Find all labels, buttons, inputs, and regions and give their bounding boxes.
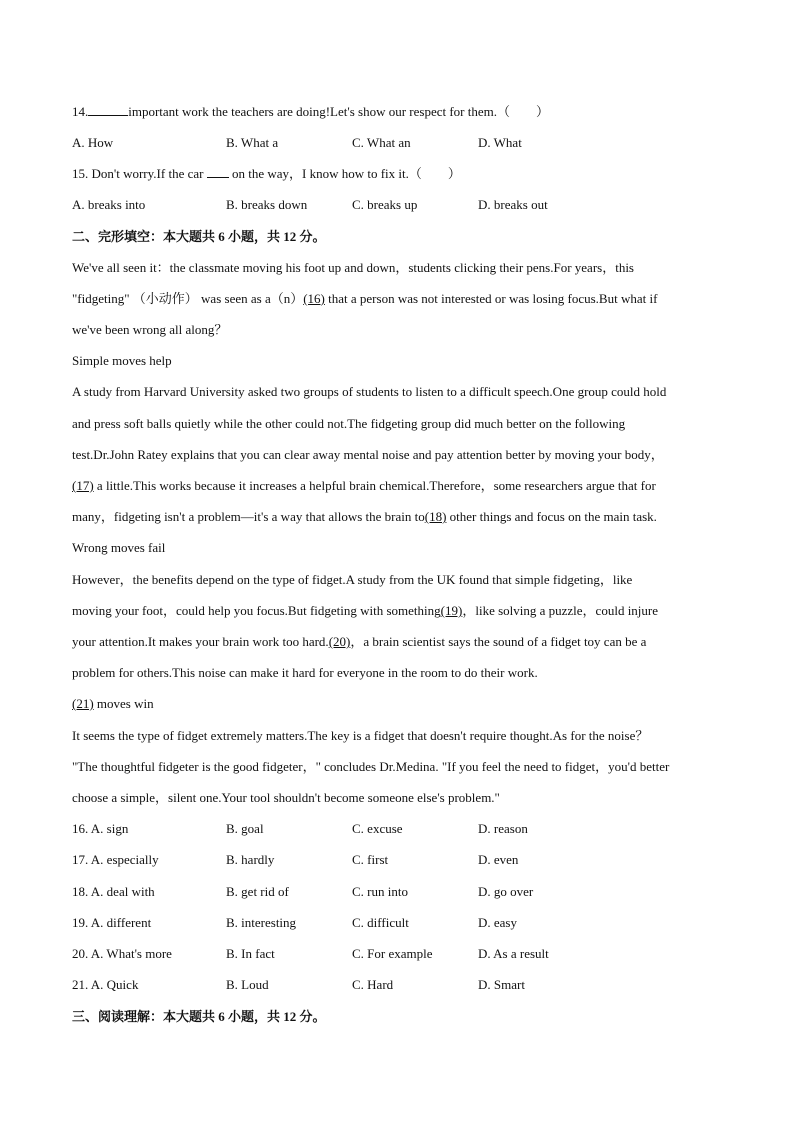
option-c: C. difficult [352,915,409,930]
passage-line [72,634,646,650]
answer-blank [207,166,229,178]
option-a: A. breaks into [72,197,146,212]
passage-line [72,291,657,307]
option-b: B. goal [226,821,264,836]
passage-text: many，fidgeting isn't a problem—it's a way that allows the brain to [72,509,425,524]
option-d: D. As a result [478,946,549,961]
passage-text: other things and focus on the main task. [446,509,657,524]
option-c: C. What an [352,135,411,150]
option-d: D. breaks out [478,197,548,212]
option-b: B. In fact [226,946,275,961]
option-d: D. go over [478,884,534,899]
option-b: B. What a [226,135,279,150]
option-d: D. reason [478,821,528,836]
option-a: 16. A. sign [72,821,129,836]
option-a: 21. A. Quick [72,977,139,992]
option-c: C. Hard [352,977,394,992]
passage-text: moving your foot，could help you focus.But fidgeting with something [72,603,441,618]
question-text: important work the teachers are doing!Let's show our respect for them.（ ） [128,104,549,119]
passage-line [72,478,656,494]
passage-text: a little.This works because it increases a helpful brain chemical.Therefore，some researchers argue that for [93,478,656,493]
passage-text: your attention.It makes your brain work too hard. [72,634,329,649]
option-d: D. even [478,852,519,867]
blank-20: (20) [328,634,351,649]
passage-line [72,509,657,525]
option-b: B. get rid of [226,884,289,899]
passage-text: ，a brain scientist says the sound of a fidget toy can be a [350,634,647,649]
passage-subheading: Wrong moves fail [72,540,166,555]
blank-17: (17) [72,478,94,493]
option-b: B. Loud [226,977,269,992]
passage-line: However，the benefits depend on the type of fidget.A study from the UK found that simple fidgeting，like [72,572,633,587]
passage-line: problem for others.This noise can make it hard for everyone in the room to do their work. [72,665,538,680]
passage-line: We've all seen it：the classmate moving his foot up and down，students clicking their pens.For years，this [72,260,634,275]
option-a: 18. A. deal with [72,884,155,899]
section-heading-cloze: 二、完形填空：本大题共 6 小题，共 12 分。 [72,229,326,244]
option-a: 20. A. What's more [72,946,172,961]
blank-18: (18) [424,509,447,524]
option-d: D. What [478,135,522,150]
option-b: B. hardly [226,852,275,867]
blank-21: (21) [72,696,94,711]
option-d: D. Smart [478,977,525,992]
passage-text: moves win [93,696,154,711]
section-heading-reading: 三、阅读理解：本大题共 6 小题，共 12 分。 [72,1009,326,1024]
passage-subheading: Simple moves help [72,353,172,368]
option-c: C. excuse [352,821,403,836]
passage-line: A study from Harvard University asked two groups of students to listen to a difficult speech.One group could hold [72,384,667,399]
option-c: C. run into [352,884,408,899]
blank-16: (16) [303,291,325,306]
passage-text: that a person was not interested or was losing focus.But what if [324,291,658,306]
option-c: C. breaks up [352,197,418,212]
option-a: 19. A. different [72,915,152,930]
option-c: C. first [352,852,389,867]
passage-line: "The thoughtful fidgeter is the good fidgeter，" concludes Dr.Medina. "If you feel the need to fidget，you'd better [72,759,670,774]
question-text-before: 15. Don't worry.If the car [72,166,204,181]
passage-text: "fidgeting" （小动作） was seen as a（n） [72,291,304,306]
passage-subheading [72,696,154,712]
passage-text: ，like solving a puzzle，could injure [462,603,659,618]
option-a: A. How [72,135,114,150]
answer-blank [88,104,128,116]
passage-line [72,603,658,619]
passage-line: It seems the type of fidget extremely matters.The key is a fidget that doesn't require thought.As for the noise？ [72,728,649,743]
option-c: C. For example [352,946,433,961]
question-text-after: on the way，I know how to fix it.（ ） [231,166,461,181]
blank-19: (19) [440,603,463,618]
question-number: 14. [72,104,89,119]
option-d: D. easy [478,915,517,930]
passage-line: and press soft balls quietly while the other could not.The fidgeting group did much better on the following [72,416,626,431]
question-15 [72,166,461,182]
option-b: B. interesting [226,915,297,930]
option-b: B. breaks down [226,197,308,212]
option-a: 17. A. especially [72,852,159,867]
passage-line: test.Dr.John Ratey explains that you can clear away mental noise and pay attention better by moving your body， [72,447,664,462]
passage-line: we've been wrong all along？ [72,322,228,337]
passage-line: choose a simple，silent one.Your tool shouldn't become someone else's problem." [72,790,500,805]
question-14 [72,104,549,120]
